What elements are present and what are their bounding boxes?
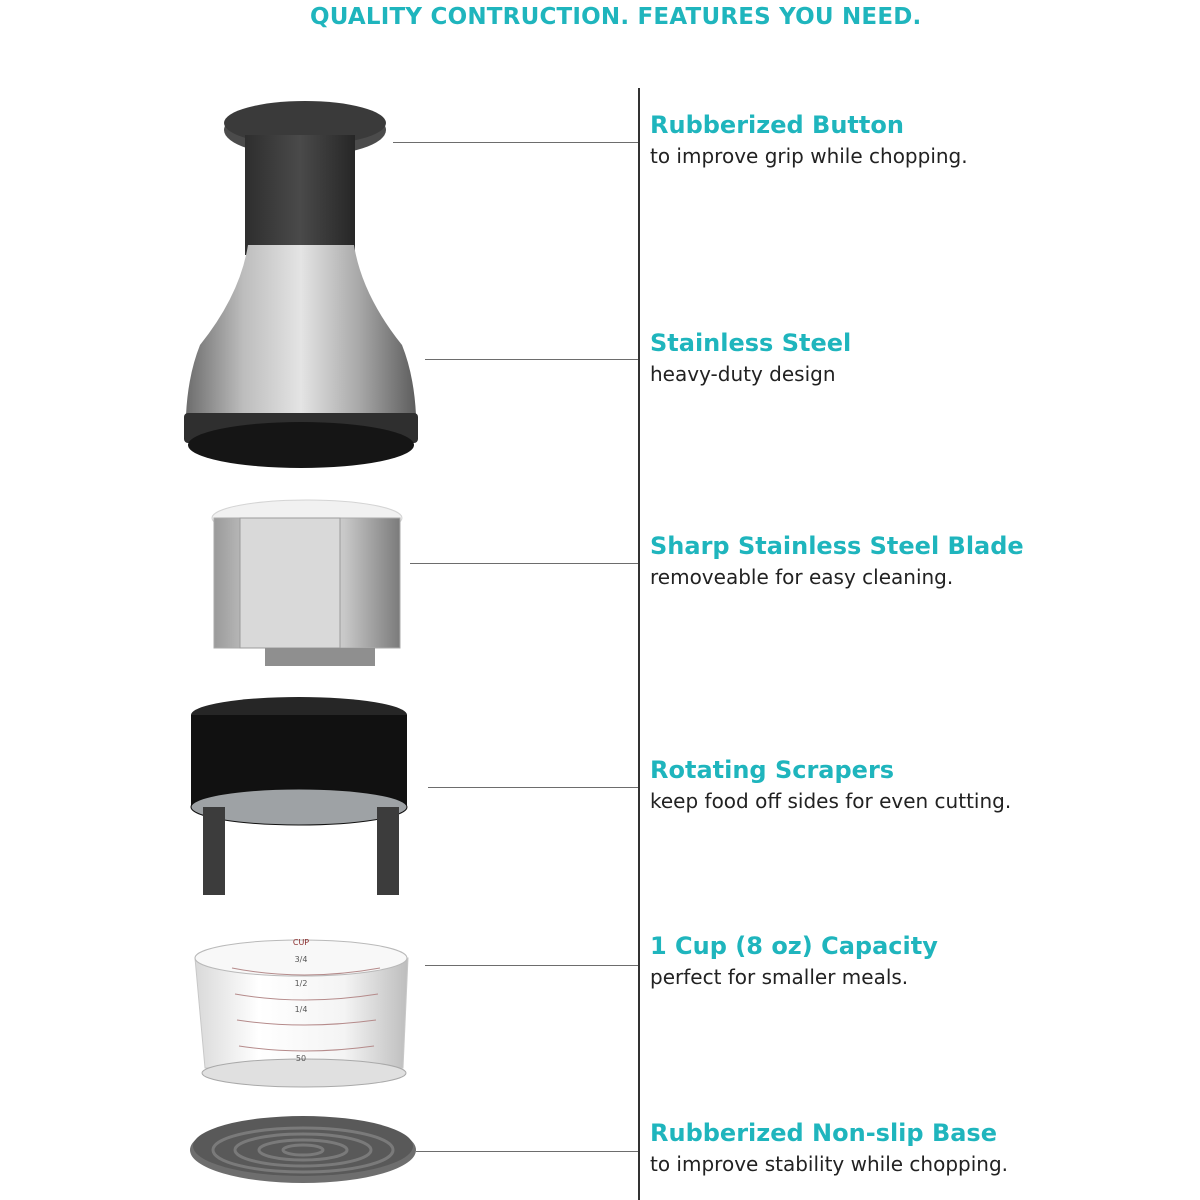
feature-rotating-scrapers (650, 755, 1190, 815)
feature-description: keep food off sides for even cutting. (650, 789, 1012, 813)
center-divider (638, 88, 640, 1200)
feature-title: Sharp Stainless Steel Blade (650, 532, 1024, 560)
plunger-top-icon (180, 95, 430, 485)
leader-line-steel (425, 359, 638, 360)
blade-icon (205, 498, 420, 678)
feature-stainless-steel (650, 328, 1190, 388)
feature-capacity (650, 931, 1190, 991)
feature-description: to improve stability while chopping. (650, 1152, 1008, 1176)
cup-icon (190, 928, 420, 1098)
cup-mark-three-quarter: 3/4 (294, 955, 308, 964)
feature-blade (650, 531, 1190, 591)
base-icon (186, 1110, 421, 1200)
scraper-icon (186, 695, 416, 900)
feature-description: removeable for easy cleaning. (650, 565, 954, 589)
feature-title: Rubberized Button (650, 111, 904, 139)
leader-line-base (416, 1151, 638, 1152)
feature-title: Rotating Scrapers (650, 756, 895, 784)
leader-line-blade (410, 563, 638, 564)
headline: QUALITY CONTRUCTION. FEATURES YOU NEED. (310, 4, 922, 30)
feature-title: 1 Cup (8 oz) Capacity (650, 932, 938, 960)
cup-mark-quarter: 1/4 (294, 1005, 308, 1014)
feature-nonslip-base (650, 1118, 1190, 1178)
feature-title: Stainless Steel (650, 329, 852, 357)
feature-title: Rubberized Non-slip Base (650, 1119, 997, 1147)
feature-description: perfect for smaller meals. (650, 965, 909, 989)
feature-description: to improve grip while chopping. (650, 144, 968, 168)
cup-mark-ml-50: 50 (295, 1054, 307, 1063)
feature-rubberized-button (650, 110, 1190, 170)
feature-description: heavy-duty design (650, 362, 836, 386)
leader-line-scrapers (428, 787, 638, 788)
cup-mark-half: 1/2 (294, 979, 308, 988)
cup-mark-top: CUP (292, 938, 310, 947)
leader-line-capacity (425, 965, 638, 966)
